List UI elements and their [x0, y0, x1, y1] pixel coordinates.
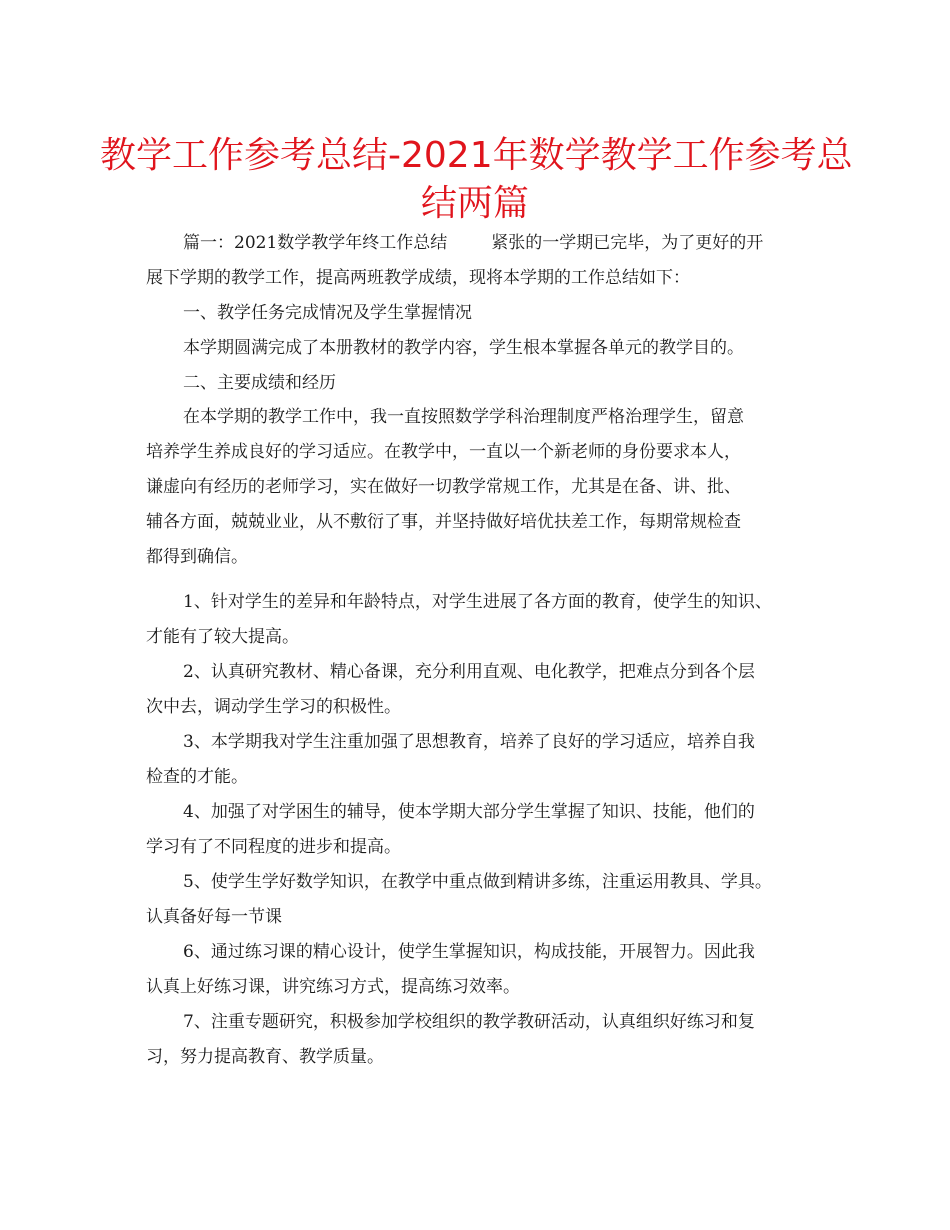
list-item-3-line-1: 3、本学期我对学生注重加强了思想教育，培养了良好的学习适应，培养自我 [183, 732, 755, 752]
list-item-4-line-1: 4、加强了对学困生的辅导，使本学期大部分学生掌握了知识、技能，他们的 [183, 802, 755, 822]
intro-line-2: 展下学期的教学工作，提高两班教学成绩，现将本学期的工作总结如下： [146, 268, 690, 288]
list-item-4-line-2: 学习有了不同程度的进步和提高。 [146, 837, 401, 857]
intro-text: 紧张的一学期已完毕，为了更好的开 [491, 233, 764, 253]
document-title-line-2: 结两篇 [420, 183, 529, 224]
section-1-text: 本学期圆满完成了本册教材的教学内容，学生根本掌握各单元的教学目的。 [183, 338, 744, 358]
section-2-heading: 二、主要成绩和经历 [183, 373, 336, 393]
intro-line-1 [183, 231, 763, 255]
list-item-1-line-2: 才能有了较大提高。 [146, 627, 299, 647]
section-2-line: 培养学生养成良好的学习适应。在教学中，一直以一个新老师的身份要求本人， [146, 442, 741, 462]
list-item-7-line-2: 习，努力提高教育、教学质量。 [146, 1047, 384, 1067]
intro-heading: 篇一：2021数学教学年终工作总结 [183, 233, 448, 253]
list-item-5-line-2: 认真备好每一节课 [146, 907, 282, 927]
section-2-line: 谦虚向有经历的老师学习，实在做好一切教学常规工作，尤其是在备、讲、批、 [146, 477, 741, 497]
list-item-6-line-2: 认真上好练习课，讲究练习方式，提高练习效率。 [146, 977, 520, 997]
section-2-line: 辅各方面，兢兢业业，从不敷衍了事，并坚持做好培优扶差工作，每期常规检查 [146, 512, 741, 532]
list-item-2-line-1: 2、认真研究教材、精心备课，充分利用直观、电化教学，把难点分到各个层 [183, 662, 755, 682]
section-2-line: 在本学期的教学工作中，我一直按照数学学科治理制度严格治理学生，留意 [183, 407, 744, 427]
list-item-2-line-2: 次中去，调动学生学习的积极性。 [146, 697, 401, 717]
list-item-3-line-2: 检查的才能。 [146, 767, 248, 787]
section-2-line: 都得到确信。 [146, 547, 248, 567]
list-item-5-line-1: 5、使学生学好数学知识，在教学中重点做到精讲多练，注重运用教具、学具。 [183, 872, 772, 892]
document-title-line-1: 教学工作参考总结-2021年数学教学工作参考总 [100, 135, 853, 176]
list-item-1-line-1: 1、针对学生的差异和年龄特点，对学生进展了各方面的教育，使学生的知识、 [183, 592, 772, 612]
section-1-heading: 一、教学任务完成情况及学生掌握情况 [183, 303, 472, 323]
list-item-7-line-1: 7、注重专题研究，积极参加学校组织的教学教研活动，认真组织好练习和复 [183, 1012, 755, 1032]
list-item-6-line-1: 6、通过练习课的精心设计，使学生掌握知识，构成技能，开展智力。因此我 [183, 942, 755, 962]
